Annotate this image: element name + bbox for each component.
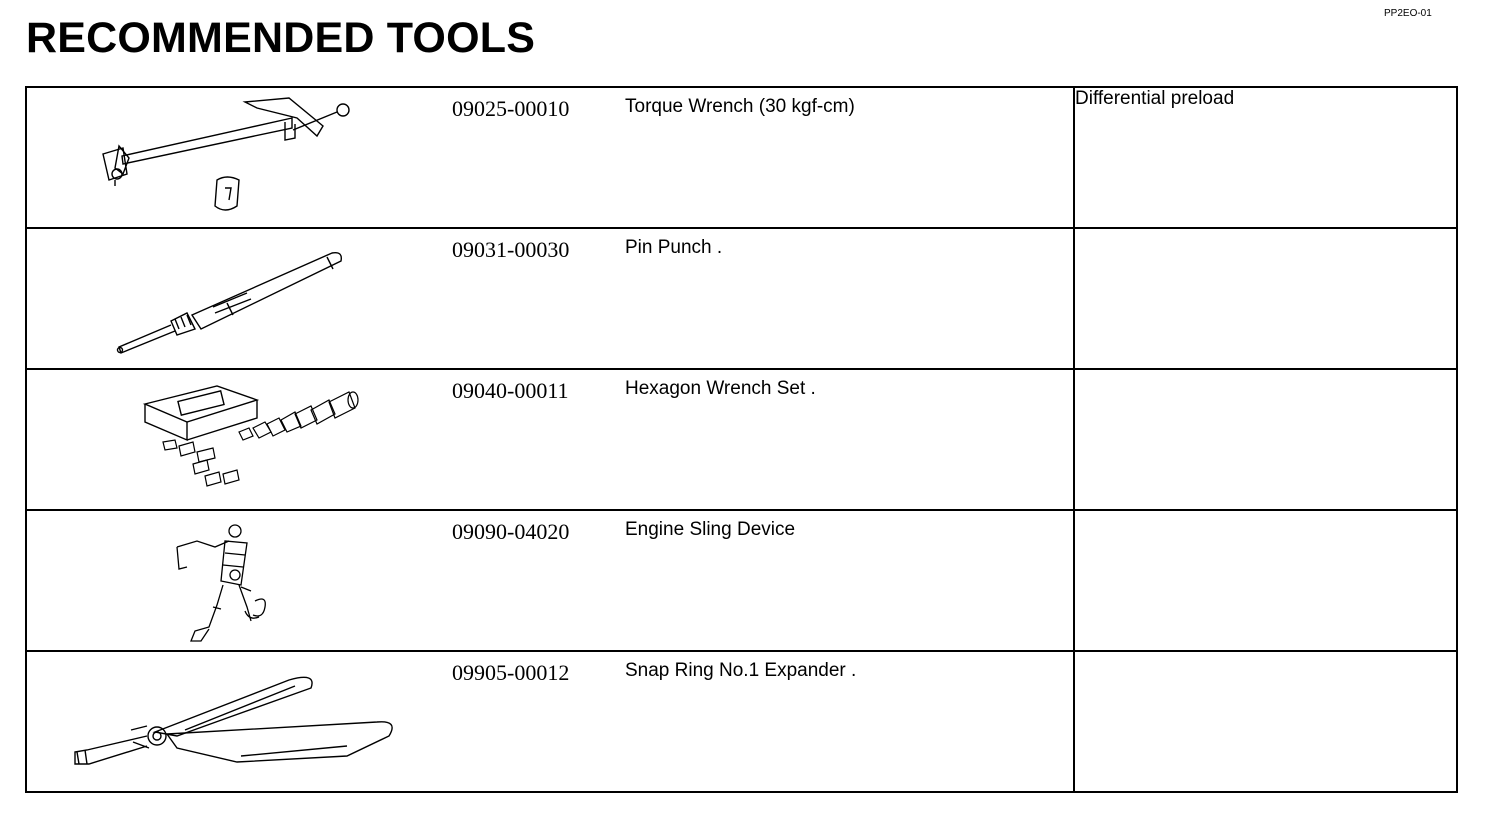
tool-cell [26, 651, 1074, 792]
tool-note [1074, 510, 1457, 651]
table-row [26, 87, 1457, 228]
table-row [26, 369, 1457, 510]
tool-note: Differential preload [1074, 87, 1457, 228]
part-number: 09905-00012 [452, 660, 570, 685]
torque-wrench-icon [27, 88, 447, 227]
engine-sling-device-icon [27, 511, 447, 650]
table-row [26, 651, 1457, 792]
tool-cell [26, 87, 1074, 228]
part-number: 09031-00030 [452, 237, 570, 262]
hexagon-wrench-set-icon [27, 370, 447, 509]
tool-name: Snap Ring No.1 Expander . [625, 660, 857, 681]
snap-ring-expander-icon [27, 652, 447, 791]
tool-note [1074, 228, 1457, 369]
part-number: 09025-00010 [452, 96, 570, 121]
tool-cell [26, 369, 1074, 510]
tools-table [25, 86, 1458, 793]
tool-name: Hexagon Wrench Set . [625, 378, 816, 399]
tool-cell [26, 228, 1074, 369]
tool-cell [26, 510, 1074, 651]
pin-punch-icon [27, 229, 447, 368]
tool-note [1074, 369, 1457, 510]
tool-note [1074, 651, 1457, 792]
page-code: PP2EO-01 [1384, 8, 1432, 19]
tool-name: Pin Punch . [625, 237, 723, 258]
part-number: 09090-04020 [452, 519, 570, 544]
part-number: 09040-00011 [452, 378, 569, 403]
tool-name: Engine Sling Device [625, 519, 796, 540]
table-row [26, 510, 1457, 651]
page-title: RECOMMENDED TOOLS [26, 14, 536, 62]
table-row [26, 228, 1457, 369]
tool-name: Torque Wrench (30 kgf-cm) [625, 96, 855, 117]
